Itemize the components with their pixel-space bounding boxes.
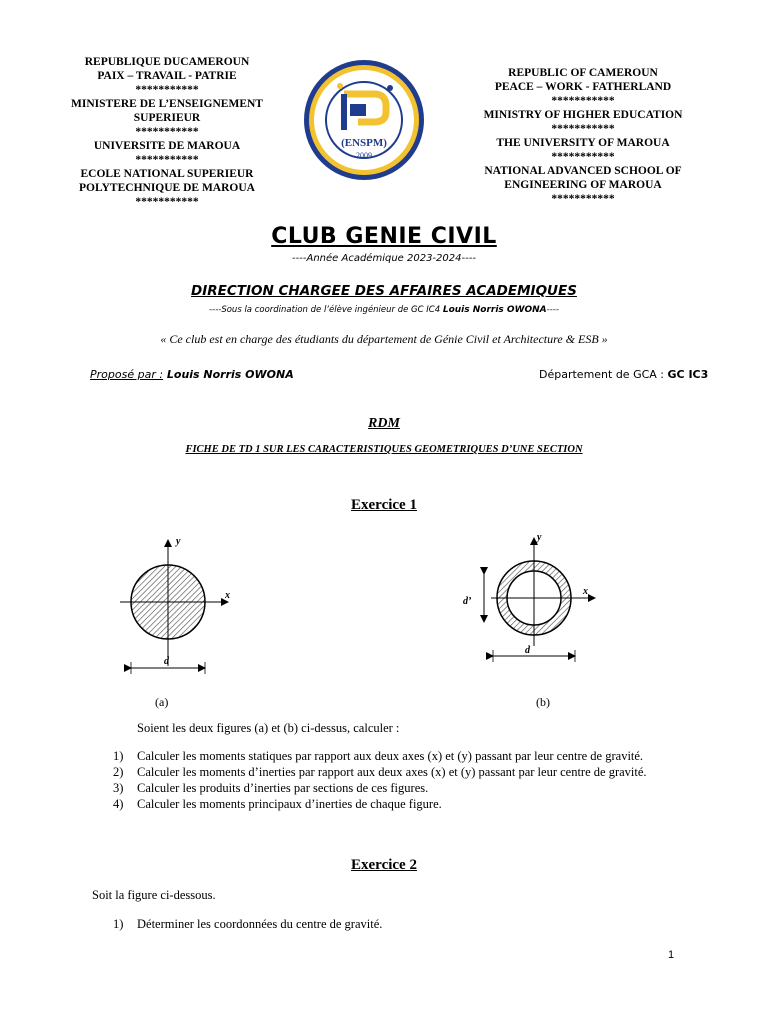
- school-logo: [300, 54, 428, 186]
- club-title: [0, 224, 768, 249]
- club-title-text: CLUB GENIE CIVIL: [271, 224, 497, 249]
- exercise-1-questions: [113, 748, 683, 812]
- exercise-1-intro: Soient les deux figures (a) et (b) ci-dessus, calculer :: [137, 721, 400, 735]
- x-axis-label: x: [583, 586, 588, 597]
- question-number: 3): [113, 781, 124, 795]
- header-left-line: ***********: [135, 126, 199, 138]
- list-item: [113, 796, 683, 812]
- logo-text: (ENSPM): [341, 137, 387, 149]
- list-item: [113, 780, 683, 796]
- header-right-line: ENGINEERING OF MAROUA: [504, 179, 662, 191]
- header-right-line: PEACE – WORK - FATHERLAND: [494, 81, 672, 93]
- department-label: Département de GCA :: [539, 368, 668, 381]
- question-text: Calculer les moments statiques par rapport aux deux axes (x) et (y) passant par leur centre de gravité.: [137, 749, 644, 763]
- club-quote: « Ce club est en charge des étudiants du département de Génie Civil et Architecture & ESB »: [160, 332, 608, 346]
- header-left-line: ***********: [135, 84, 199, 96]
- coordination-prefix: ----Sous la coordination de l’élève ingénieur de GC IC4: [209, 305, 443, 315]
- x-axis-label: x: [225, 590, 230, 601]
- coordination-name: Louis Norris OWONA: [442, 305, 547, 315]
- question-number: 1): [113, 917, 124, 931]
- figure-b: [455, 528, 615, 668]
- outer-diameter-label: d: [525, 645, 530, 656]
- department: [539, 368, 708, 381]
- question-number: 1): [113, 749, 124, 763]
- y-axis-label: y: [537, 532, 542, 543]
- inner-diameter-label: d’: [463, 596, 472, 607]
- list-item: [113, 748, 683, 764]
- header-right-line: MINISTRY OF HIGHER EDUCATION: [483, 109, 683, 121]
- header-left-line: ***********: [135, 196, 199, 208]
- coordination-line: [0, 305, 768, 315]
- header-left-line: UNIVERSITE DE MAROUA: [93, 140, 241, 152]
- header-right-line: NATIONAL ADVANCED SCHOOL OF: [484, 165, 682, 177]
- header-right-line: ***********: [551, 95, 615, 107]
- question-number: 4): [113, 797, 124, 811]
- list-item: [113, 916, 683, 932]
- proposed-by: [90, 368, 294, 381]
- question-number: 2): [113, 765, 124, 779]
- direction-title: [0, 283, 768, 299]
- header-left-line: SUPERIEUR: [133, 112, 201, 124]
- y-axis-label: y: [176, 536, 181, 547]
- figure-b-caption: (b): [536, 695, 550, 709]
- header-left-line: REPUBLIQUE DUCAMEROUN: [84, 56, 250, 68]
- question-text: Calculer les moments principaux d’inerties de chaque figure.: [137, 797, 442, 811]
- exercise-1-title-text: Exercice 1: [351, 497, 417, 513]
- question-text: Calculer les moments d’inerties par rapport aux deux axes (x) et (y) passant par leur centre de gravité.: [137, 765, 647, 779]
- figure-a-caption: (a): [155, 695, 169, 709]
- department-value: GC IC3: [667, 368, 709, 381]
- exercise-1-title: [0, 497, 768, 514]
- sheet-title: [0, 444, 768, 455]
- header-right: [468, 66, 698, 206]
- exercise-2-title: [0, 857, 768, 874]
- header-left-line: MINISTERE DE L’ENSEIGNEMENT: [71, 98, 263, 110]
- direction-title-text: DIRECTION CHARGEE DES AFFAIRES ACADEMIQUES: [191, 283, 577, 299]
- subject-title-text: RDM: [368, 416, 400, 431]
- exercise-2-intro: Soit la figure ci-dessous.: [92, 888, 216, 902]
- exercise-2-title-text: Exercice 2: [351, 857, 417, 873]
- proposed-name: Louis Norris OWONA: [163, 368, 294, 381]
- coordination-suffix: ----: [546, 305, 559, 315]
- header-left-line: POLYTECHNIQUE DE MAROUA: [79, 182, 255, 194]
- exercise-2-questions: [113, 916, 683, 932]
- header-right-line: ***********: [551, 123, 615, 135]
- header-right-line: THE UNIVERSITY OF MAROUA: [496, 137, 670, 149]
- subject-title: [0, 416, 768, 432]
- sheet-title-text: FICHE DE TD 1 SUR LES CARACTERISTIQUES GEOMETRIQUES D’UNE SECTION: [185, 444, 583, 455]
- proposed-label: Proposé par :: [90, 368, 164, 381]
- page-number: 1: [668, 949, 675, 961]
- header-left: [52, 55, 282, 209]
- question-text: Déterminer les coordonnées du centre de gravité.: [137, 917, 383, 931]
- figure-a: [112, 528, 262, 688]
- logo-year: 2009: [356, 151, 372, 160]
- diameter-label: d: [164, 656, 169, 667]
- question-text: Calculer les produits d’inerties par sections de ces figures.: [137, 781, 429, 795]
- header-left-line: ***********: [135, 154, 199, 166]
- header-left-line: ECOLE NATIONAL SUPERIEUR: [80, 168, 254, 180]
- header-left-line: PAIX – TRAVAIL - PATRIE: [97, 70, 237, 82]
- header-right-line: ***********: [551, 151, 615, 163]
- academic-year: ----Année Académique 2023-2024----: [292, 253, 476, 264]
- header-right-line: REPUBLIC OF CAMEROUN: [508, 67, 658, 79]
- header-right-line: ***********: [551, 193, 615, 205]
- list-item: [113, 764, 683, 780]
